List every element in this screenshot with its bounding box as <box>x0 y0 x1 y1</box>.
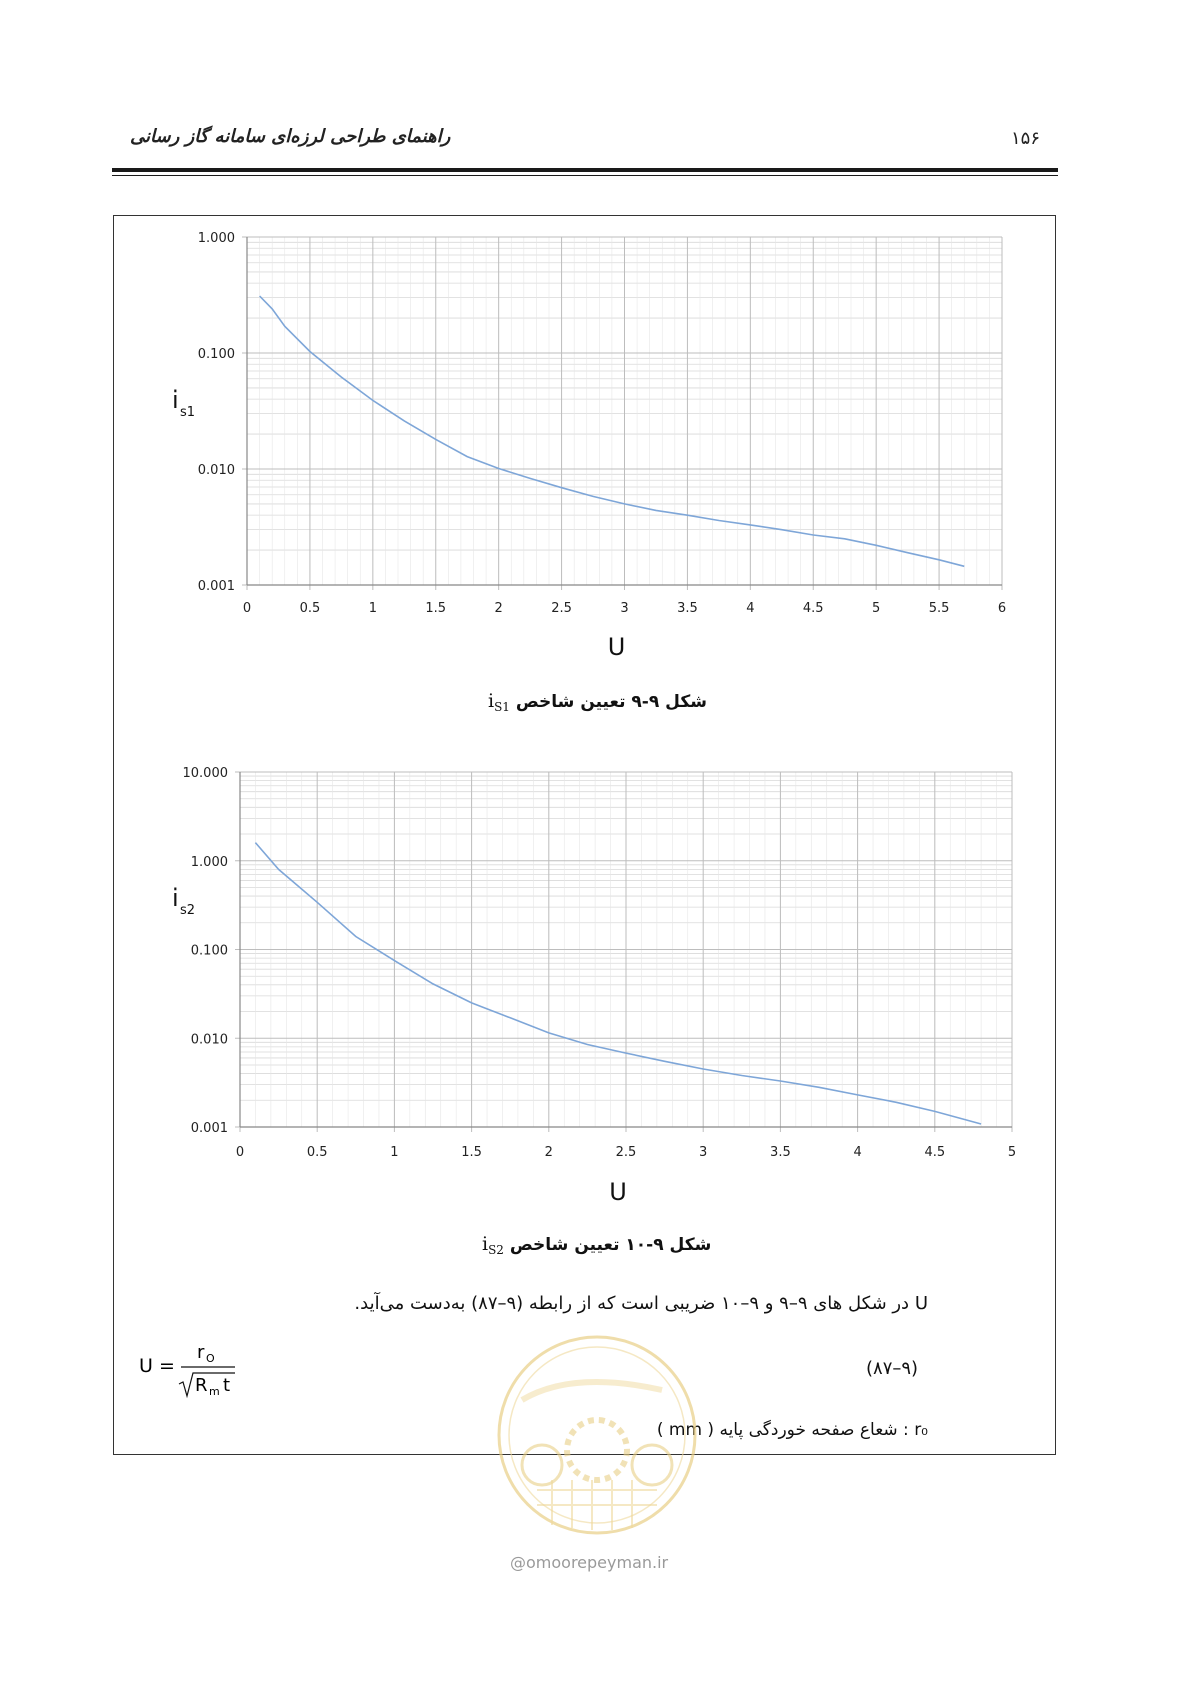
figure-9-9-x-tick-label: 3.5 <box>677 601 698 616</box>
figure-9-10-x-axis-title: U <box>609 1178 627 1206</box>
figure-9-10-x-tick-label: 5 <box>1007 1145 1017 1160</box>
figure-9-9-y-tick-label: 0.010 <box>197 463 235 478</box>
figure-9-9-y-axis-title-sub: s1 <box>180 405 196 420</box>
formula-den-R: R <box>195 1375 208 1396</box>
figure-9-10-y-tick-label: 1.000 <box>190 854 228 870</box>
figure-9-9-x-tick-label: 5 <box>872 601 881 616</box>
figure-9-10-y-axis-title: i <box>172 884 179 912</box>
figure-9-10-y-tick-label: 0.001 <box>190 1121 228 1136</box>
figure-9-9-x-tick-label: 0 <box>242 601 252 616</box>
running-title: راهنمای طراحی لرزه‌ای سامانه گاز رسانی <box>130 126 451 147</box>
figure-9-10-y-tick-label: 10.000 <box>182 766 228 781</box>
caption-symbol: $i_{S1}$ <box>488 690 510 714</box>
formula-numerator: r <box>197 1342 205 1363</box>
figure-9-10-x-tick-label: 1.5 <box>461 1145 482 1160</box>
figure-9-9-x-tick-label: 3 <box>620 601 629 616</box>
watermark-url: @omoorepeyman.ir <box>510 1553 669 1572</box>
figure-9-10-caption <box>482 1233 711 1257</box>
formula-U <box>139 1340 249 1409</box>
caption-text: شکل ۹-۱۰ تعیین شاخص <box>509 1235 712 1255</box>
figure-9-10-x-tick-label: 3.5 <box>770 1145 791 1160</box>
figure-9-10-series-line <box>255 843 981 1124</box>
figure-9-9-y-tick-label: 0.001 <box>197 579 235 594</box>
figure-9-9-x-axis-title: U <box>607 633 626 661</box>
figure-9-10-x-tick-label: 4 <box>853 1145 862 1160</box>
figure-9-9-y-axis-title: i <box>172 386 179 414</box>
variable-definition: r₀ : شعاع صفحه خوردگی پایه ( mm ) <box>656 1420 928 1440</box>
figure-9-9-x-tick-label: 0.5 <box>299 601 321 616</box>
figure-9-9-y-tick-label: 0.100 <box>197 347 235 362</box>
figure-9-10-x-tick-label: 4.5 <box>924 1145 946 1160</box>
figure-9-10-y-axis-title-sub: s2 <box>180 903 196 918</box>
formula-graphic <box>139 1340 249 1404</box>
figure-9-10-x-tick-label: 0 <box>235 1145 245 1160</box>
figure-9-9-x-tick-label: 2.5 <box>551 601 572 616</box>
figure-9-9-x-tick-label: 4.5 <box>802 601 824 616</box>
figure-9-9-x-tick-label: 6 <box>997 601 1007 616</box>
publisher-seal-watermark <box>492 1330 702 1540</box>
figure-9-10-x-tick-label: 2.5 <box>615 1145 637 1160</box>
figure-9-10-x-tick-label: 0.5 <box>306 1145 328 1160</box>
figure-9-9-x-tick-label: 4 <box>746 601 755 616</box>
formula-numerator-sub: O <box>206 1352 215 1365</box>
figure-9-10-x-tick-label: 1 <box>390 1145 399 1160</box>
equation-number: (۸۷–۹) <box>866 1358 919 1379</box>
formula-lhs: U = <box>139 1355 175 1377</box>
figure-9-10-x-tick-label: 2 <box>544 1145 553 1160</box>
figure-9-10-y-tick-label: 0.010 <box>190 1032 228 1048</box>
formula-den-t: t <box>223 1375 231 1396</box>
figure-9-9-x-tick-label: 2 <box>494 601 503 616</box>
page-number: ۱۵۶ <box>1010 128 1040 149</box>
figure-9-9-x-tick-label: 5.5 <box>928 601 950 616</box>
formula-den-sub: m <box>209 1385 220 1398</box>
figure-9-9-y-tick-label: 1.000 <box>197 231 235 246</box>
figure-9-9-caption <box>488 690 707 714</box>
figure-9-9-x-tick-label: 1 <box>368 601 377 616</box>
caption-text: شکل ۹-۹ تعیین شاخص <box>515 692 707 712</box>
caption-symbol: $i_{S2}$ <box>482 1233 504 1257</box>
figure-9-10-y-tick-label: 0.100 <box>190 943 228 959</box>
figure-9-10-x-tick-label: 3 <box>699 1145 708 1160</box>
figure-9-9-x-tick-label: 1.5 <box>425 601 447 616</box>
body-paragraph: U در شکل های ۹–۹ و ۹–۱۰ ضریبی است که از رابطه (۹–۸۷) به‌دست می‌آید. <box>354 1293 928 1314</box>
